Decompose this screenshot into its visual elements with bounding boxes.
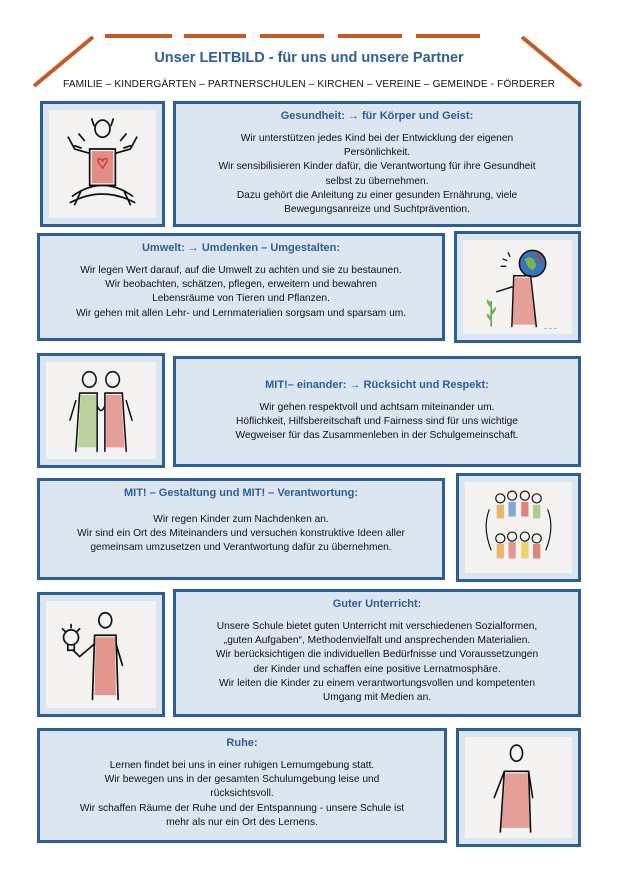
circle-of-figures-drawing [465, 482, 572, 573]
figure-with-globe-drawing [463, 240, 572, 334]
section-shaping [37, 478, 445, 580]
section-heading: Guter Unterricht: [332, 598, 422, 610]
section-text: Wir legen Wert darauf, auf die Umwelt zu achten und sie zu bestaunen. Wir beobachten, schätzen, pflegen, erweitern und bewahren Lebensräume von Tieren und Pflanzen. Wir gehen mit allen Lehr- und Lernmaterialien sorgsam und sparsam um. [75, 265, 407, 319]
section-text: Wir regen Kinder zum Nachdenken an. Wir sind ein Ort des Miteinanders und versuchen konstruktive Ideen aller gemeinsam umzusetzen und Verantwortung dafür zu übernehmen. [77, 514, 405, 554]
teaching-illustration [37, 592, 165, 717]
meditating-figure-drawing [49, 110, 156, 218]
section-text: Unsere Schule bietet guten Unterricht mit verschiedenen Sozialformen, „guten Aufgaben“, Methodenvielfalt und ansprechenden Materialien. Wir berücksichtigen die individuellen Bedürfnisse und Voraussetzungen der Kinder und schaffen eine positive Lernatmosphäre. Wir leiten die Kinder zu einem verantwortungsvollen und kompetenten Umgang mit Medien an. [215, 621, 539, 704]
section-calm [37, 728, 447, 843]
section-teaching [173, 589, 581, 717]
section-heading: Gesundheit: → für Körper und Geist: [280, 110, 474, 122]
svg-text:~ ~ ~: ~ ~ ~ [543, 326, 558, 332]
section-heading: MIT! – Gestaltung und MIT! – Verantwortung: [123, 487, 359, 499]
standing-figure-drawing [465, 737, 572, 838]
section-text: Wir gehen respektvoll und achtsam miteinander um. Höflichkeit, Hilfsbereitschaft und Fairness sind für uns wichtige Wegweiser für das Zusammenleben in der Schulgemeinschaft. [235, 402, 519, 442]
section-heading: Ruhe: [226, 737, 258, 749]
page-title: Unser LEITBILD - für uns und unsere Partner [154, 50, 464, 66]
partners-line: FAMILIE – KINDERGÄRTEN – PARTNERSCHULEN – KIRCHEN – VEREINE – GEMEINDE - FÖRDERER [62, 79, 556, 90]
section-heading: MIT!– einander: → Rücksicht und Respekt: [265, 379, 489, 391]
community-illustration [456, 473, 581, 582]
health-illustration [40, 101, 165, 227]
two-figures-holding-hands-drawing [46, 362, 156, 459]
respect-illustration [37, 353, 165, 468]
figure-with-lightbulb-drawing [46, 601, 156, 708]
section-environment [37, 233, 445, 341]
calm-illustration [456, 728, 581, 847]
section-text: Lernen findet bei uns in einer ruhigen Lernumgebung statt. Wir bewegen uns in der gesamten Schulumgebung leise und rücksichtsvoll. Wir schaffen Räume der Ruhe und der Entspannung - unsere Schule ist mehr als nur ein Ort des Lernens. [79, 760, 405, 828]
section-text: Wir unterstützen jedes Kind bei der Entwicklung der eigenen Persönlichkeit. Wir sensibilisieren Kinder dafür, die Verantwortung für ihre Gesundheit selbst zu übernehmen. Dazu gehört die Anleitung zu einer gesunden Ernährung, viele Bewegungsanreize und Suchtprävention. [218, 133, 536, 216]
section-respect [173, 356, 581, 467]
environment-illustration [454, 231, 581, 343]
section-heading: Umwelt: → Umdenken – Umgestalten: [141, 242, 341, 254]
section-health [173, 101, 581, 227]
